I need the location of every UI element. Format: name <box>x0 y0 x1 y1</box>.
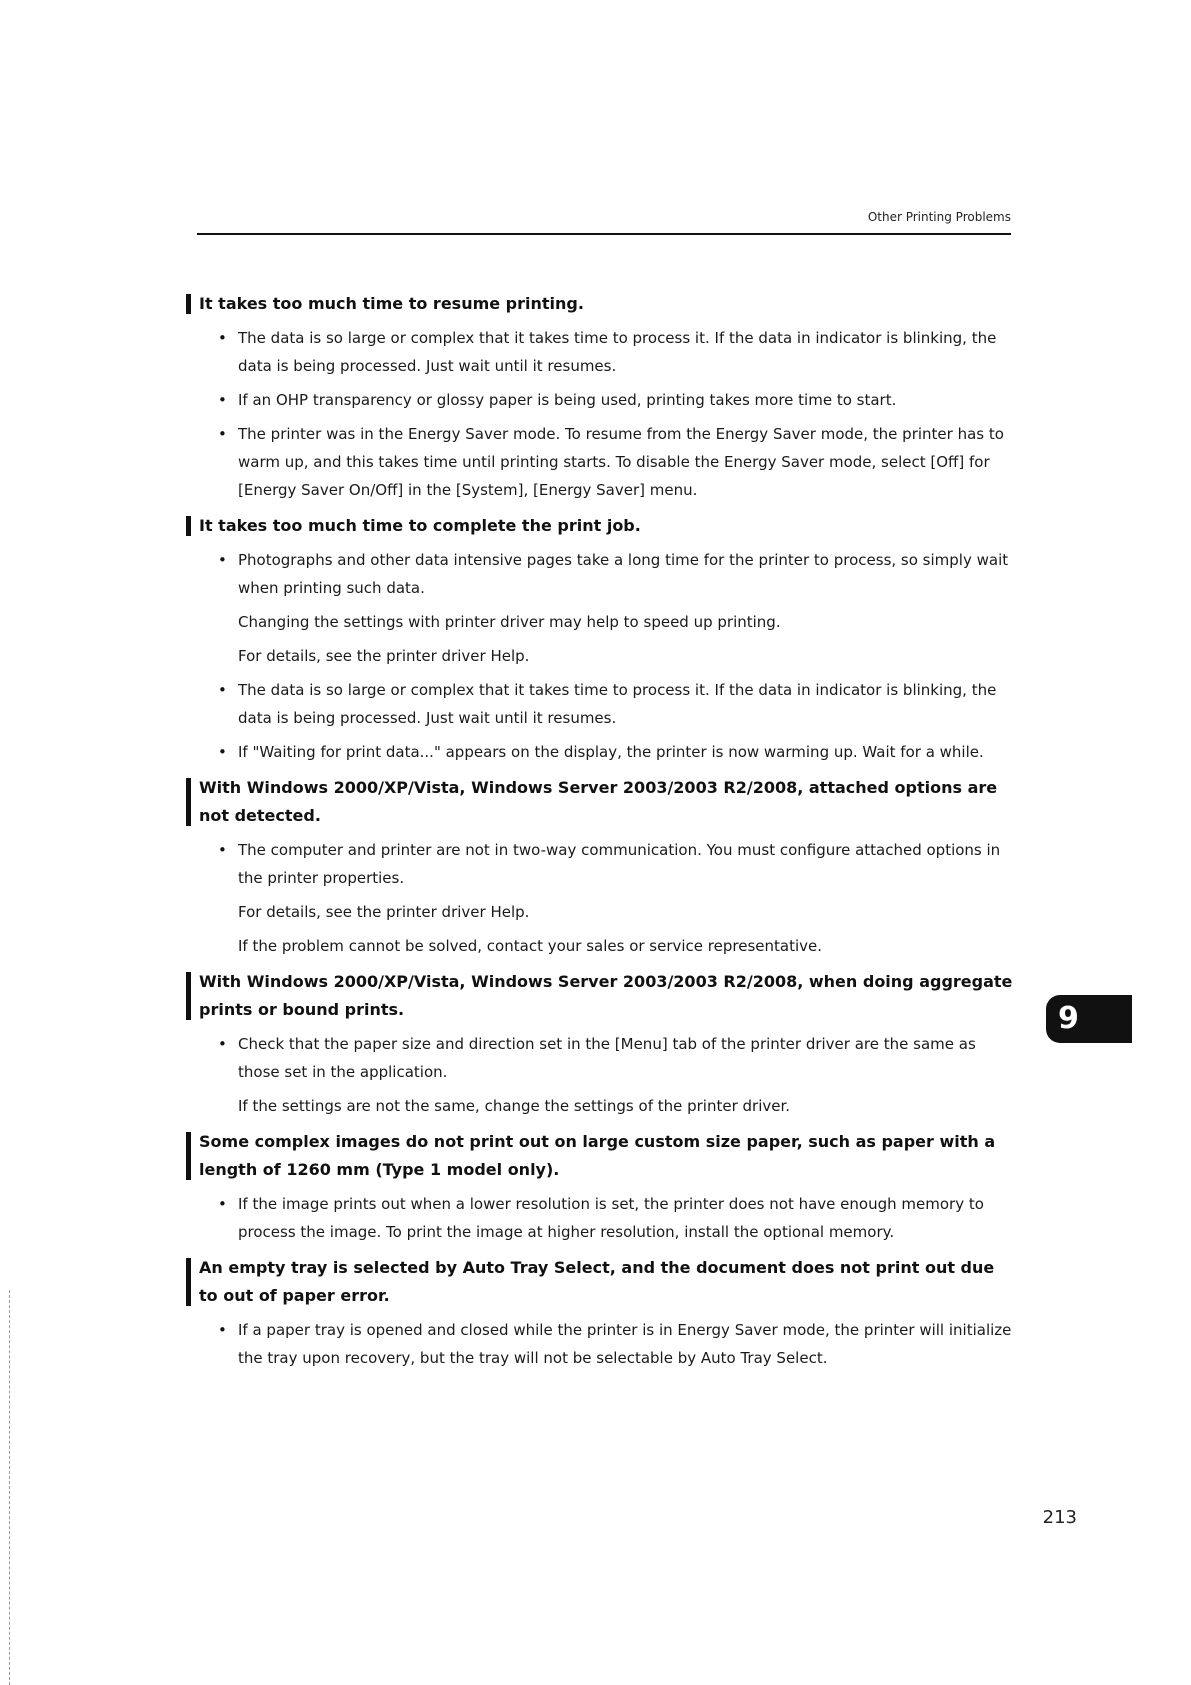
chapter-tab: 9 <box>1046 995 1132 1043</box>
troubleshooting-section <box>186 1254 1016 1372</box>
bullet-dot-icon: • <box>218 1035 227 1053</box>
troubleshooting-section <box>186 968 1016 1120</box>
section-heading <box>186 512 1016 540</box>
heading-marker-bar <box>186 1258 191 1306</box>
page-content <box>186 290 1016 1380</box>
heading-marker-bar <box>186 778 191 826</box>
bullet-dot-icon: • <box>218 681 227 699</box>
heading-marker-bar <box>186 294 191 314</box>
section-heading <box>186 774 1016 830</box>
list-item <box>186 1030 1016 1086</box>
troubleshooting-section <box>186 290 1016 504</box>
troubleshooting-section <box>186 512 1016 766</box>
bullet-dot-icon: • <box>218 551 227 569</box>
list-item-text: The printer was in the Energy Saver mode. To resume from the Energy Saver mode, the printer has to warm up, and this takes time until printing starts. To disable the Energy Saver mode, select [Off] for [Energy Saver On/Off] in the [System], [Energy Saver] menu. <box>238 425 1004 499</box>
list-item <box>186 1316 1016 1372</box>
section-heading-text: It takes too much time to resume printing. <box>199 294 584 313</box>
note-paragraph: If the settings are not the same, change the settings of the printer driver. <box>238 1097 791 1115</box>
list-item <box>186 836 1016 892</box>
list-item-text: If "Waiting for print data..." appears on the display, the printer is now warming up. Wait for a while. <box>238 743 984 761</box>
bullet-dot-icon: • <box>218 425 227 443</box>
note-paragraph: If the problem cannot be solved, contact your sales or service representative. <box>238 937 823 955</box>
list-item <box>186 1190 1016 1246</box>
section-heading-text: With Windows 2000/XP/Vista, Windows Server 2003/2003 R2/2008, when doing aggregate prints or bound prints. <box>199 972 1013 1019</box>
section-heading <box>186 1254 1016 1310</box>
list-item-text: The data is so large or complex that it takes time to process it. If the data in indicator is blinking, the data is being processed. Just wait until it resumes. <box>238 681 997 727</box>
section-heading-text: With Windows 2000/XP/Vista, Windows Server 2003/2003 R2/2008, attached options are not detected. <box>199 778 998 825</box>
heading-marker-bar <box>186 1132 191 1180</box>
bullet-dot-icon: • <box>218 743 227 761</box>
troubleshooting-section <box>186 774 1016 960</box>
section-heading <box>186 968 1016 1024</box>
section-heading-text: An empty tray is selected by Auto Tray Select, and the document does not print out due to out of paper error. <box>199 1258 995 1305</box>
section-heading-text: It takes too much time to complete the print job. <box>199 516 641 535</box>
list-item <box>186 386 1016 414</box>
heading-marker-bar <box>186 972 191 1020</box>
list-item <box>186 546 1016 602</box>
header-rule <box>197 233 1011 235</box>
bullet-dot-icon: • <box>218 1321 227 1339</box>
section-heading <box>186 1128 1016 1184</box>
bullet-list <box>186 1030 1016 1120</box>
heading-marker-bar <box>186 516 191 536</box>
list-item-text: If an OHP transparency or glossy paper is being used, printing takes more time to start. <box>238 391 897 409</box>
bullet-list <box>186 1190 1016 1246</box>
bullet-list <box>186 324 1016 504</box>
scan-edge-line <box>9 1290 11 1685</box>
list-item <box>186 676 1016 732</box>
section-heading-text: Some complex images do not print out on large custom size paper, such as paper with a length of 1260 mm (Type 1 model only). <box>199 1132 996 1179</box>
list-item-text: Check that the paper size and direction set in the [Menu] tab of the printer driver are the same as those set in the application. <box>238 1035 976 1081</box>
bullet-dot-icon: • <box>218 329 227 347</box>
list-item-text: The data is so large or complex that it takes time to process it. If the data in indicator is blinking, the data is being processed. Just wait until it resumes. <box>238 329 997 375</box>
troubleshooting-section <box>186 1128 1016 1246</box>
running-head: Other Printing Problems <box>867 210 1011 224</box>
list-item-text: Photographs and other data intensive pages take a long time for the printer to process, so simply wait when printing such data. <box>238 551 1009 597</box>
note-paragraph: For details, see the printer driver Help. <box>238 647 530 665</box>
bullet-list <box>186 836 1016 960</box>
bullet-list <box>186 546 1016 766</box>
section-heading <box>186 290 1016 318</box>
list-item-text: If a paper tray is opened and closed while the printer is in Energy Saver mode, the printer will initialize the tray upon recovery, but the tray will not be selectable by Auto Tray Select. <box>238 1321 1012 1367</box>
list-item-text: If the image prints out when a lower resolution is set, the printer does not have enough memory to process the image. To print the image at higher resolution, install the optional memory. <box>238 1195 984 1241</box>
bullet-dot-icon: • <box>218 391 227 409</box>
list-item <box>186 420 1016 504</box>
list-item <box>186 324 1016 380</box>
list-item <box>186 738 1016 766</box>
bullet-dot-icon: • <box>218 1195 227 1213</box>
page-number: 213 <box>1042 1507 1077 1528</box>
note-paragraph: Changing the settings with printer driver may help to speed up printing. <box>238 613 781 631</box>
note-paragraph: For details, see the printer driver Help. <box>238 903 530 921</box>
list-item-text: The computer and printer are not in two-way communication. You must configure attached options in the printer properties. <box>238 841 1001 887</box>
bullet-dot-icon: • <box>218 841 227 859</box>
bullet-list <box>186 1316 1016 1372</box>
